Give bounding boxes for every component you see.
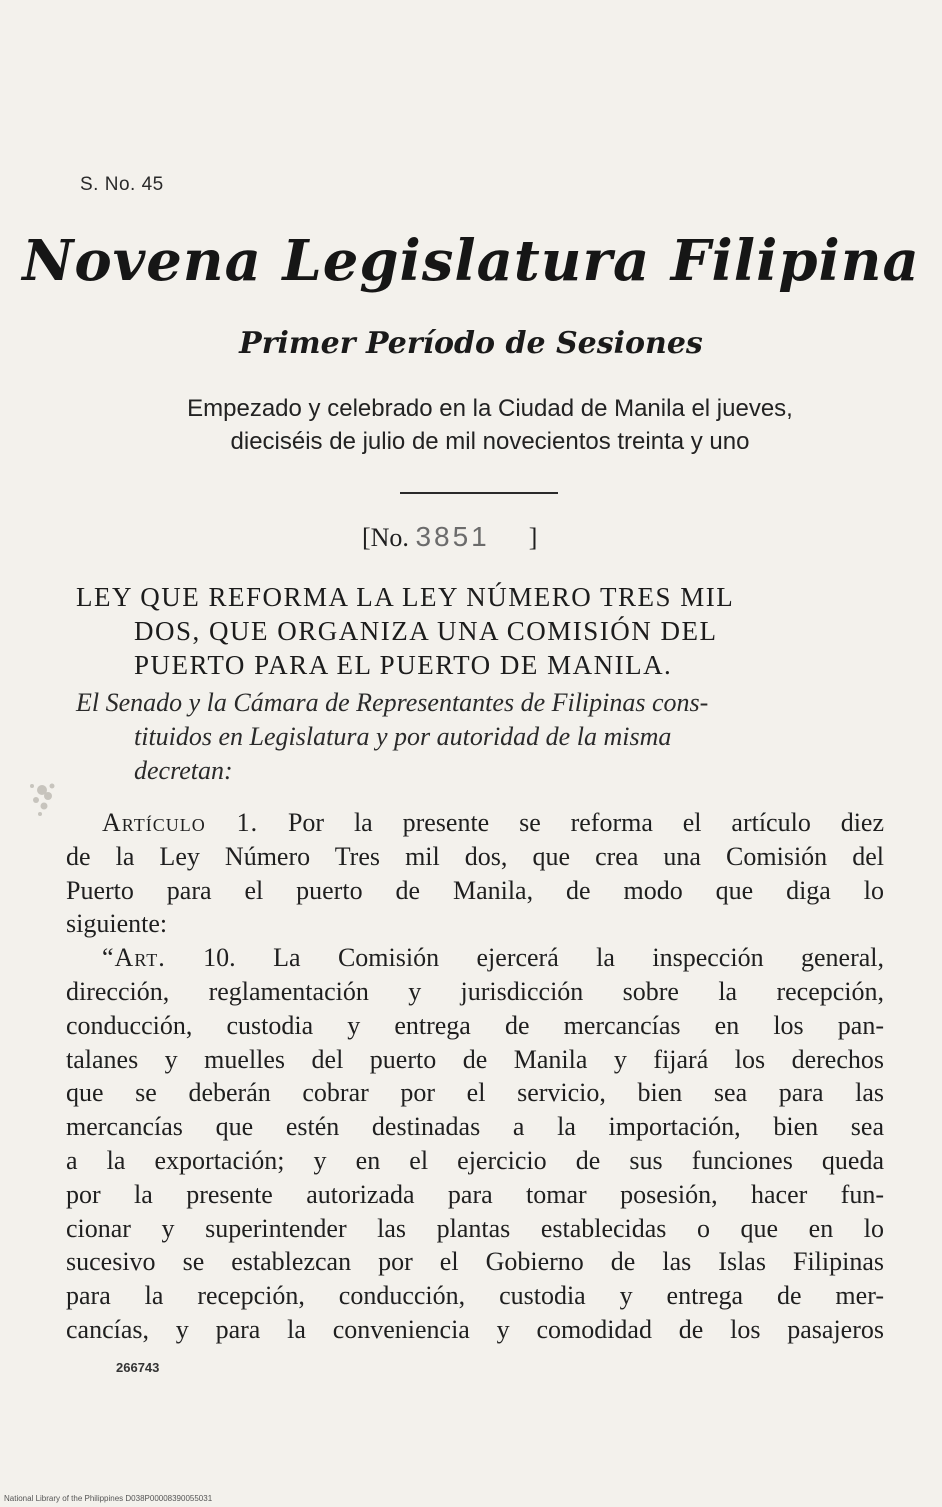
- enacting-clause: [76, 686, 888, 788]
- enacting-line: decretan:: [134, 756, 233, 785]
- archive-footer: National Library of the Philippines D038P00008390055031: [4, 1494, 213, 1503]
- quoted-line: sucesivo se establezcan por el Gobierno de las Islas Filipinas: [66, 1247, 884, 1277]
- quoted-article-label: “Art.: [102, 943, 166, 973]
- article-line: de la Ley Número Tres mil dos, que crea una Comisión del: [66, 841, 884, 871]
- act-number-prefix: [No.: [362, 523, 409, 552]
- quoted-line: a la exportación; y en el ejercicio de sus funciones queda: [66, 1145, 884, 1175]
- quoted-line: cionar y superintender las plantas establecidas o que en lo: [66, 1213, 884, 1243]
- act-number-value: 3851: [415, 521, 490, 552]
- senate-bill-number: S. No. 45: [80, 174, 164, 195]
- print-code: 266743: [116, 1360, 160, 1375]
- divider-rule: [400, 492, 558, 494]
- act-number-suffix: ]: [528, 523, 538, 552]
- document-subtitle: Primer Período de Sesiones: [239, 326, 703, 361]
- heading-line: PUERTO PARA EL PUERTO DE MANILA.: [134, 650, 673, 680]
- act-heading: [76, 580, 888, 682]
- article-line: Puerto para el puerto de Manila, de modo que diga lo: [66, 875, 884, 905]
- document-title: Novena Legislatura Filipina: [22, 228, 920, 294]
- heading-line: LEY QUE REFORMA LA LEY NÚMERO TRES MIL: [76, 582, 735, 612]
- intro-line: dieciséis de julio de mil novecientos treinta y uno: [230, 428, 750, 455]
- quoted-line: dirección, reglamentación y jurisdicción sobre la recepción,: [66, 976, 884, 1006]
- heading-line: DOS, QUE ORGANIZA UNA COMISIÓN DEL: [134, 616, 718, 646]
- quoted-line: que se deberán cobrar por el servicio, bien sea para las: [66, 1078, 884, 1108]
- quoted-line: “Art. 10. La Comisión ejercerá la inspección general,: [102, 943, 884, 973]
- article-body: [66, 806, 884, 1347]
- enacting-line: El Senado y la Cámara de Representantes de Filipinas cons-: [76, 688, 709, 717]
- quoted-line: para la recepción, conducción, custodia y entrega de mer-: [66, 1281, 884, 1311]
- ink-smudge: [22, 772, 66, 822]
- article-line: siguiente:: [66, 909, 168, 939]
- article-label: Artículo 1.: [102, 808, 259, 837]
- intro-line: Empezado y celebrado en la Ciudad de Manila el jueves,: [187, 395, 793, 422]
- quoted-line: por la presente autorizada para tomar posesión, hacer fun-: [66, 1179, 884, 1209]
- enacting-line: tituidos en Legislatura y por autoridad de la misma: [134, 722, 672, 751]
- quoted-line: talanes y muelles del puerto de Manila y fijará los derechos: [66, 1044, 884, 1074]
- article-line: Artículo 1. Por la presente se reforma el artículo diez: [102, 808, 884, 837]
- quoted-line: mercancías que estén destinadas a la importación, bien sea: [66, 1112, 884, 1142]
- act-number: [362, 521, 537, 553]
- quoted-line: conducción, custodia y entrega de mercancías en los pan-: [66, 1010, 884, 1040]
- session-intro: [90, 392, 890, 458]
- quoted-line: cancías, y para la conveniencia y comodidad de los pasajeros: [66, 1314, 884, 1344]
